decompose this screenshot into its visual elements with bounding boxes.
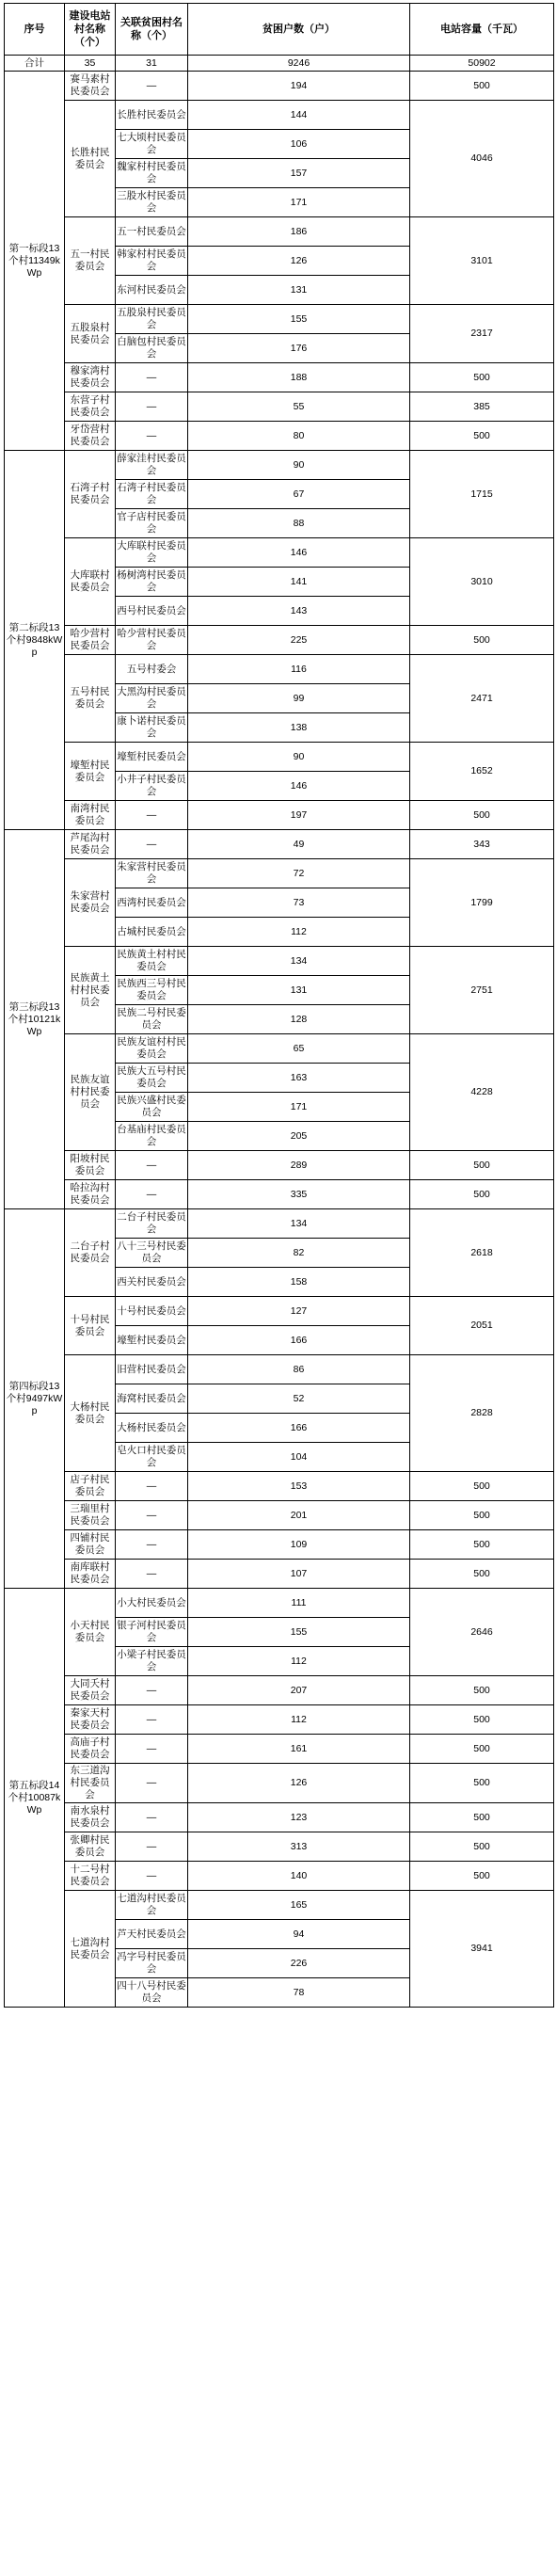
related-village: — [116,1764,188,1803]
table-row [5,1209,554,1239]
village-name: 五一村民委员会 [65,217,116,305]
station-capacity: 343 [410,830,554,859]
village-name: 十二号村民委员会 [65,1862,116,1891]
household-count: 126 [188,247,410,276]
section-label: 第三标段13个村10121kWp [5,830,65,1209]
station-capacity: 500 [410,1530,554,1560]
household-count: 313 [188,1832,410,1862]
related-village: — [116,1735,188,1764]
household-count: 140 [188,1862,410,1891]
household-count: 107 [188,1560,410,1589]
household-count: 131 [188,976,410,1005]
household-count: 52 [188,1384,410,1414]
total-capacity: 50902 [410,56,554,72]
related-village: 大库联村民委员会 [116,538,188,568]
village-name: 芦尾沟村民委员会 [65,830,116,859]
related-village: 七大顷村民委员会 [116,130,188,159]
station-capacity: 1799 [410,859,554,947]
station-capacity: 2471 [410,655,554,743]
table-row [5,1530,554,1560]
village-name: 四铺村民委员会 [65,1530,116,1560]
household-count: 90 [188,743,410,772]
station-capacity: 2051 [410,1297,554,1355]
station-capacity: 500 [410,626,554,655]
village-name: 大库联村民委员会 [65,538,116,626]
household-count: 80 [188,422,410,451]
household-count: 176 [188,334,410,363]
village-name: 壕堑村民委员会 [65,743,116,801]
station-capacity: 2646 [410,1589,554,1676]
village-name: 高庙子村民委员会 [65,1735,116,1764]
household-count: 165 [188,1891,410,1920]
station-capacity: 500 [410,1862,554,1891]
table-row [5,1862,554,1891]
household-count: 123 [188,1803,410,1832]
village-name: 南湾村民委员会 [65,801,116,830]
village-name: 大杨村民委员会 [65,1355,116,1472]
related-village: 魏家村村民委员会 [116,159,188,188]
household-count: 104 [188,1443,410,1472]
related-village: — [116,1832,188,1862]
station-capacity: 500 [410,1560,554,1589]
table-row [5,1297,554,1326]
table-row [5,1764,554,1803]
station-capacity: 2828 [410,1355,554,1472]
household-count: 112 [188,1647,410,1676]
household-count: 134 [188,947,410,976]
total-related: 31 [116,56,188,72]
table-row [5,1560,554,1589]
household-count: 65 [188,1034,410,1064]
table-row [5,72,554,101]
related-village: 五股泉村民委员会 [116,305,188,334]
household-count: 166 [188,1326,410,1355]
section-label: 第一标段13个村11349kWp [5,72,65,451]
related-village: — [116,422,188,451]
household-count: 90 [188,451,410,480]
related-village: 杨树湾村民委员会 [116,568,188,597]
table-row [5,1501,554,1530]
household-count: 99 [188,684,410,713]
household-count: 116 [188,655,410,684]
village-name: 五股泉村民委员会 [65,305,116,363]
header-households: 贫困户数（户） [188,4,410,56]
household-count: 112 [188,918,410,947]
village-name: 七道沟村民委员会 [65,1891,116,2008]
station-capacity: 500 [410,1735,554,1764]
village-name: 牙岱营村民委员会 [65,422,116,451]
village-name: 长胜村民委员会 [65,101,116,217]
household-count: 186 [188,217,410,247]
table-row [5,422,554,451]
household-count: 155 [188,305,410,334]
related-village: 西号村民委员会 [116,597,188,626]
related-village: 壕堑村民委员会 [116,1326,188,1355]
household-count: 205 [188,1122,410,1151]
station-capacity: 500 [410,1764,554,1803]
table-row [5,538,554,568]
related-village: 石湾子村民委员会 [116,480,188,509]
station-capacity: 1715 [410,451,554,538]
related-village: 白脑包村民委员会 [116,334,188,363]
table-row [5,1034,554,1064]
household-count: 131 [188,276,410,305]
related-village: — [116,72,188,101]
household-count: 207 [188,1676,410,1705]
household-count: 141 [188,568,410,597]
station-capacity: 500 [410,422,554,451]
station-capacity: 2317 [410,305,554,363]
household-count: 138 [188,713,410,743]
related-village: 西关村民委员会 [116,1268,188,1297]
related-village: 民族黄土村村民委员会 [116,947,188,976]
header-row [5,4,554,56]
related-village: 长胜村民委员会 [116,101,188,130]
household-count: 197 [188,801,410,830]
related-village: 官子店村民委员会 [116,509,188,538]
related-village: — [116,830,188,859]
village-name: 哈拉沟村民委员会 [65,1180,116,1209]
station-capacity: 4046 [410,101,554,217]
village-name: 民族黄土村村民委员会 [65,947,116,1034]
table-row [5,392,554,422]
village-name: 朱家营村民委员会 [65,859,116,947]
village-name: 张卿村民委员会 [65,1832,116,1862]
table-row [5,655,554,684]
related-village: 古城村民委员会 [116,918,188,947]
section-label: 第五标段14个村10087kWp [5,1589,65,2008]
village-name: 五号村民委员会 [65,655,116,743]
related-village: — [116,392,188,422]
station-capacity: 385 [410,392,554,422]
household-count: 188 [188,363,410,392]
related-village: — [116,1560,188,1589]
related-village: 薛家洼村民委员会 [116,451,188,480]
household-count: 335 [188,1180,410,1209]
station-capacity: 500 [410,1472,554,1501]
table-row [5,1676,554,1705]
village-name: 东三道沟村民委员会 [65,1764,116,1803]
total-households: 9246 [188,56,410,72]
household-count: 158 [188,1268,410,1297]
total-villages: 35 [65,56,116,72]
table-row [5,1589,554,1618]
station-capacity: 500 [410,72,554,101]
household-count: 67 [188,480,410,509]
village-name: 二台子村民委员会 [65,1209,116,1297]
station-capacity: 2618 [410,1209,554,1297]
related-village: 海窝村民委员会 [116,1384,188,1414]
household-count: 73 [188,888,410,918]
village-name: 穆家湾村民委员会 [65,363,116,392]
household-count: 127 [188,1297,410,1326]
table-row [5,305,554,334]
household-count: 106 [188,130,410,159]
household-count: 144 [188,101,410,130]
related-village: 十号村民委员会 [116,1297,188,1326]
related-village: 东河村民委员会 [116,276,188,305]
table-row [5,743,554,772]
related-village: — [116,1151,188,1180]
household-count: 82 [188,1239,410,1268]
related-village: — [116,1862,188,1891]
related-village: — [116,801,188,830]
household-count: 201 [188,1501,410,1530]
related-village: 四十八号村民委员会 [116,1978,188,2008]
related-village: 朱家营村民委员会 [116,859,188,888]
related-village: — [116,1501,188,1530]
station-capacity: 500 [410,1501,554,1530]
table-row [5,626,554,655]
related-village: 大杨村民委员会 [116,1414,188,1443]
related-village: 韩家村村民委员会 [116,247,188,276]
household-count: 289 [188,1151,410,1180]
household-count: 109 [188,1530,410,1560]
related-village: — [116,1803,188,1832]
table-row [5,1151,554,1180]
related-village: 二台子村民委员会 [116,1209,188,1239]
household-count: 126 [188,1764,410,1803]
table-row [5,1180,554,1209]
related-village: 五号村委会 [116,655,188,684]
station-capacity: 500 [410,1180,554,1209]
household-count: 171 [188,1093,410,1122]
related-village: — [116,1472,188,1501]
station-capacity: 500 [410,1705,554,1735]
table-row [5,947,554,976]
station-capacity: 500 [410,1832,554,1862]
village-name: 石湾子村民委员会 [65,451,116,538]
village-name: 十号村民委员会 [65,1297,116,1355]
household-count: 146 [188,772,410,801]
header-related: 关联贫困村名称（个） [116,4,188,56]
station-capacity: 500 [410,1676,554,1705]
related-village: 民族友谊村村民委员会 [116,1034,188,1064]
village-name: 秦家天村民委员会 [65,1705,116,1735]
table-row [5,1803,554,1832]
related-village: 银子河村民委员会 [116,1618,188,1647]
household-count: 153 [188,1472,410,1501]
related-village: 旧营村民委员会 [116,1355,188,1384]
related-village: 西湾村民委员会 [116,888,188,918]
village-name: 南水泉村民委员会 [65,1803,116,1832]
related-village: 小大村民委员会 [116,1589,188,1618]
village-name: 小天村民委员会 [65,1589,116,1676]
table-row [5,1832,554,1862]
village-name: 哈少营村民委员会 [65,626,116,655]
household-count: 166 [188,1414,410,1443]
household-count: 49 [188,830,410,859]
household-count: 86 [188,1355,410,1384]
village-name: 阳坡村民委员会 [65,1151,116,1180]
related-village: — [116,1530,188,1560]
table-row [5,1735,554,1764]
station-capacity: 3101 [410,217,554,305]
household-count: 225 [188,626,410,655]
station-capacity: 500 [410,1803,554,1832]
station-capacity: 500 [410,1151,554,1180]
table-row [5,101,554,130]
table-row [5,217,554,247]
table-row [5,1355,554,1384]
village-name: 南库联村民委员会 [65,1560,116,1589]
household-count: 78 [188,1978,410,2008]
household-count: 146 [188,538,410,568]
table-row [5,1891,554,1920]
related-village: 哈少营村民委员会 [116,626,188,655]
related-village: — [116,1705,188,1735]
household-count: 55 [188,392,410,422]
total-label: 合计 [5,56,65,72]
related-village: — [116,1676,188,1705]
station-capacity: 2751 [410,947,554,1034]
related-village: 民族大五号村民委员会 [116,1064,188,1093]
related-village: 大黑沟村民委员会 [116,684,188,713]
household-count: 134 [188,1209,410,1239]
related-village: 八十三号村民委员会 [116,1239,188,1268]
household-count: 72 [188,859,410,888]
village-name: 赛马素村民委员会 [65,72,116,101]
household-count: 226 [188,1949,410,1978]
related-village: 民族兴盛村民委员会 [116,1093,188,1122]
station-capacity: 4228 [410,1034,554,1151]
poverty-pv-station-table [4,3,554,2008]
household-count: 163 [188,1064,410,1093]
household-count: 157 [188,159,410,188]
section-label: 第四标段13个村9497kWp [5,1209,65,1589]
station-capacity: 3010 [410,538,554,626]
village-name: 店子村民委员会 [65,1472,116,1501]
village-name: 东营子村民委员会 [65,392,116,422]
household-count: 128 [188,1005,410,1034]
total-row [5,56,554,72]
household-count: 155 [188,1618,410,1647]
related-village: 芦天村民委员会 [116,1920,188,1949]
related-village: 七道沟村民委员会 [116,1891,188,1920]
header-village: 建设电站村名称（个） [65,4,116,56]
related-village: 民族西三号村民委员会 [116,976,188,1005]
related-village: — [116,363,188,392]
table-row [5,451,554,480]
related-village: 冯字号村民委员会 [116,1949,188,1978]
village-name: 三瑞里村民委员会 [65,1501,116,1530]
table-row [5,1472,554,1501]
village-name: 民族友谊村村民委员会 [65,1034,116,1151]
related-village: 康卜诺村民委员会 [116,713,188,743]
household-count: 171 [188,188,410,217]
table-row [5,859,554,888]
household-count: 112 [188,1705,410,1735]
household-count: 111 [188,1589,410,1618]
related-village: 五一村民委员会 [116,217,188,247]
table-row [5,1705,554,1735]
village-name: 大同夭村民委员会 [65,1676,116,1705]
household-count: 194 [188,72,410,101]
related-village: 台基庙村民委员会 [116,1122,188,1151]
household-count: 161 [188,1735,410,1764]
station-capacity: 3941 [410,1891,554,2008]
related-village: 民族二号村民委员会 [116,1005,188,1034]
related-village: — [116,1180,188,1209]
table-row [5,363,554,392]
table-row [5,801,554,830]
household-count: 143 [188,597,410,626]
related-village: 小井子村民委员会 [116,772,188,801]
related-village: 壕堑村民委员会 [116,743,188,772]
table-body [5,4,554,2008]
station-capacity: 1652 [410,743,554,801]
household-count: 88 [188,509,410,538]
section-label: 第二标段13个村9848kWp [5,451,65,830]
header-seq: 序号 [5,4,65,56]
table-row [5,830,554,859]
household-count: 94 [188,1920,410,1949]
related-village: 三股水村民委员会 [116,188,188,217]
header-capacity: 电站容量（千瓦） [410,4,554,56]
station-capacity: 500 [410,363,554,392]
related-village: 皂火口村民委员会 [116,1443,188,1472]
station-capacity: 500 [410,801,554,830]
related-village: 小梁子村民委员会 [116,1647,188,1676]
